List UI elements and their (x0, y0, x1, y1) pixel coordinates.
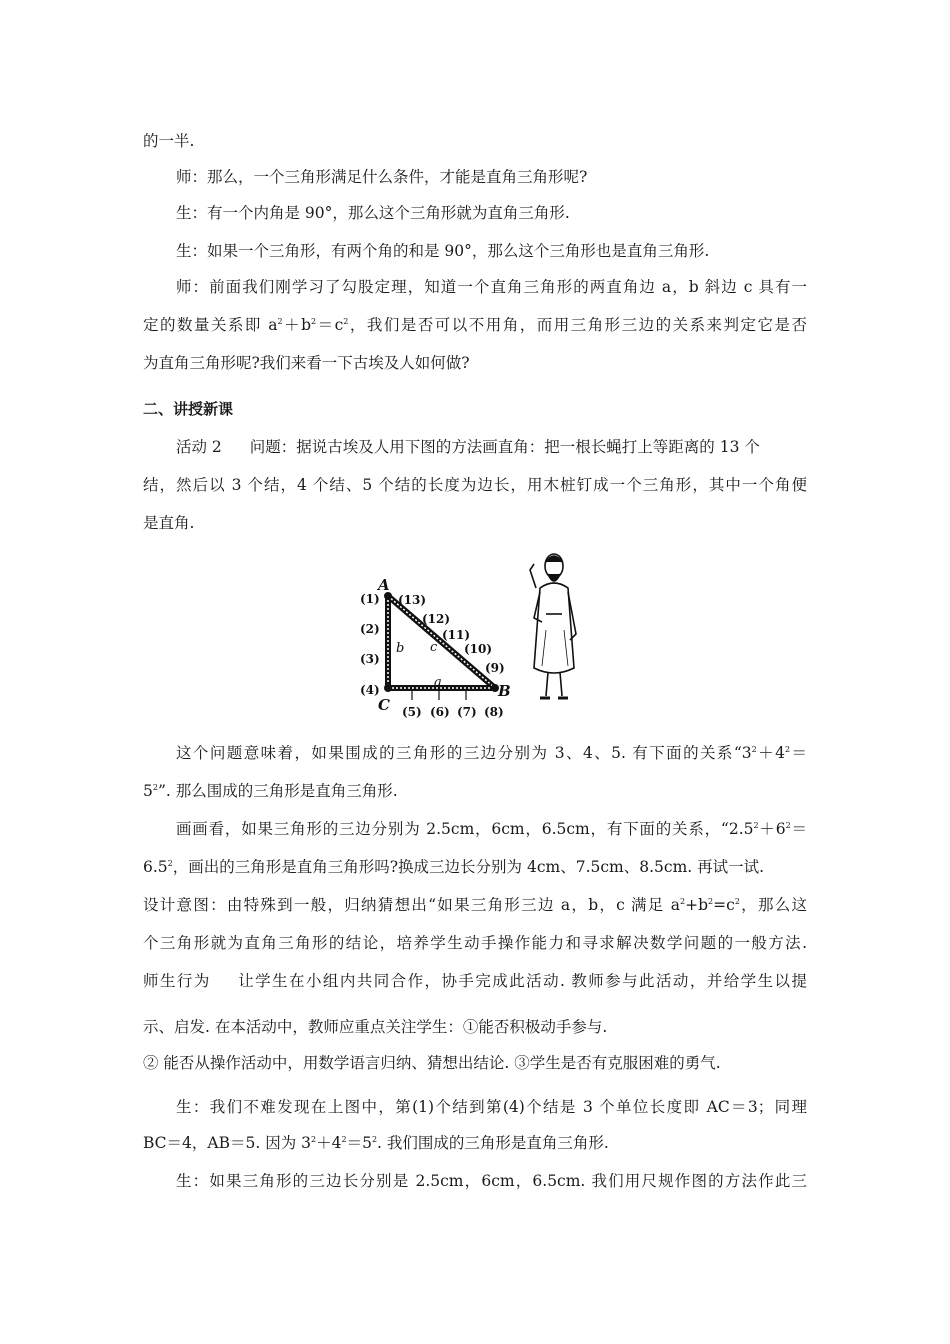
knot-label-11: (11) (442, 628, 471, 642)
side-c-label: c (430, 640, 438, 655)
text-line-7: 为直角三角形呢?我们来看一下古埃及人如何做? (143, 354, 470, 372)
knot-label-10: (10) (464, 642, 493, 656)
vertex-a-label: A (378, 576, 390, 594)
rope-triangle-figure (350, 548, 610, 724)
knot-label-12: (12) (422, 612, 451, 626)
text-line-20: 生：我们不难发现在上图中，第(1)个结到第(4)个结是 3 个单位长度即 AC＝3；同理 (176, 1098, 807, 1116)
text-line-16: 个三角形就为直角三角形的结论，培养学生动手操作能力和寻求解决数学问题的一般方法. (143, 934, 807, 952)
text-line-18: 示、启发. 在本活动中，教师应重点关注学生：①能否积极动手参与. (143, 1018, 608, 1036)
vertex-c-label: C (378, 696, 390, 714)
stake-c (384, 684, 392, 692)
text-line-2: 师：那么，一个三角形满足什么条件，才能是直角三角形呢? (176, 168, 588, 186)
text-line-13: 画画看，如果三角形的三边分别为 2.5cm，6cm，6.5cm，有下面的关系，“$2.5^2+6^2=$ (176, 820, 807, 838)
side-b-label: b (396, 641, 405, 656)
egyptian-figure-illustration (530, 554, 576, 698)
text-line-10: 是直角. (143, 514, 195, 532)
knot-label-3: (3) (360, 652, 380, 666)
text-line-5: 师：前面我们刚学习了勾股定理，知道一个直角三角形的两直角边 a，b 斜边 c 具有一 (176, 278, 807, 296)
side-a-label: a (434, 675, 442, 690)
text-line-21: BC＝4，AB＝5. 因为 $3^2+4^2=5^2$. 我们围成的三角形是直角三角形. (143, 1134, 609, 1152)
knot-label-9: (9) (485, 661, 505, 675)
knot-label-7: (7) (457, 705, 477, 719)
text-line-3: 生：有一个内角是 90°，那么这个三角形就为直角三角形. (176, 204, 570, 222)
section-heading: 二、讲授新课 (143, 400, 234, 418)
text-line-15: 设计意图：由特殊到一般，归纳猜想出“如果三角形三边 a，b，c 满足 $a^2+b^2=c^2$，那么这 (143, 896, 807, 914)
knot-label-13: (13) (398, 593, 427, 607)
text-line-14: $6.5^2$，画出的三角形是直角三角形吗?换成三边长分别为 4cm、7.5cm、8.5cm. 再试一试. (143, 858, 765, 876)
text-line-1: 的一半. (143, 132, 195, 150)
knot-label-5: (5) (402, 705, 422, 719)
knot-label-1: (1) (360, 592, 380, 606)
text-line-11: 这个问题意味着，如果围成的三角形的三边分别为 3、4、5. 有下面的关系“$3^2+4^2=$ (176, 744, 807, 762)
text-line-9: 结，然后以 3 个结，4 个结、5 个结的长度为边长，用木桩钉成一个三角形，其中一个角便 (143, 476, 807, 494)
text-line-19: ② 能否从操作活动中，用数学语言归纳、猜想出结论. ③学生是否有克服困难的勇气. (143, 1054, 721, 1072)
text-line-12: $5^2$”. 那么围成的三角形是直角三角形. (143, 782, 398, 800)
knot-label-4: (4) (360, 683, 380, 697)
text-line-8: 活动 2 问题：据说古埃及人用下图的方法画直角：把一根长蝇打上等距离的 13 个 (176, 438, 760, 456)
knot-label-8: (8) (484, 705, 504, 719)
knot-label-6: (6) (430, 705, 450, 719)
knot-label-2: (2) (360, 622, 380, 636)
text-line-6: 定的数量关系即 $a^2+b^2=c^2$，我们是否可以不用角，而用三角形三边的关系来判定它是否 (143, 316, 807, 334)
vertex-b-label: B (498, 682, 511, 700)
text-line-22: 生：如果三角形的三边长分别是 2.5cm，6cm，6.5cm. 我们用尺规作图的方法作此三 (176, 1172, 807, 1190)
text-line-4: 生：如果一个三角形，有两个角的和是 90°，那么这个三角形也是直角三角形. (176, 242, 710, 260)
text-line-17: 师生行为 让学生在小组内共同合作，协手完成此活动. 教师参与此活动，并给学生以提 (143, 972, 807, 990)
